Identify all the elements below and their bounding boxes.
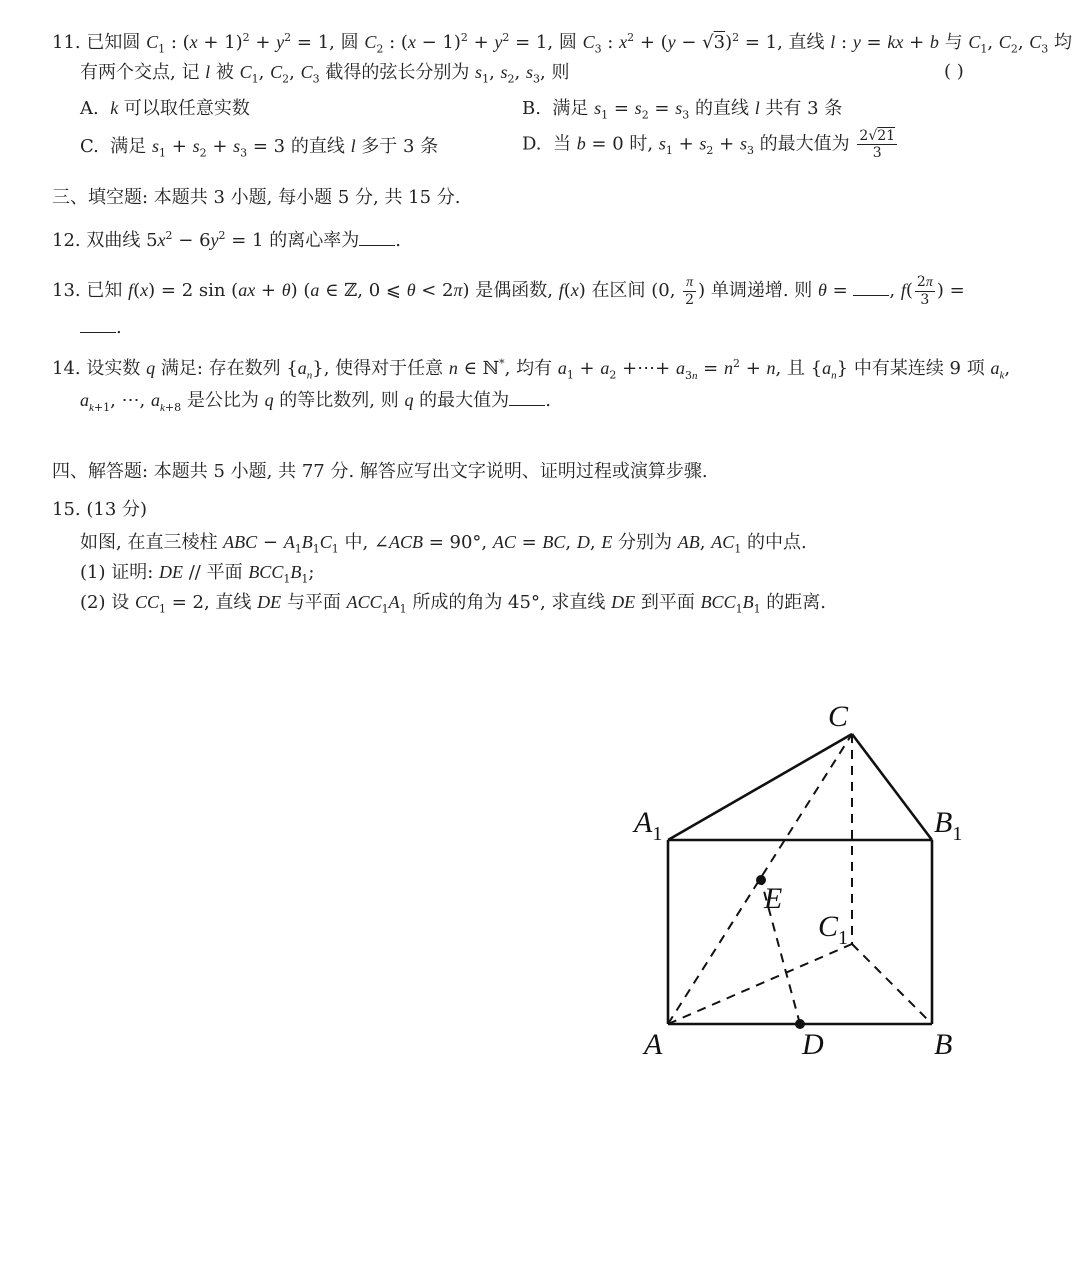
q13-line1: 13. 已知 f(x) = 2 sin (ax + θ) (a ∈ ℤ, 0 ⩽ θ < 2π) 是偶函数, f(x) 在区间 (0, $\frac{\pi}{2}$ ) 单调递增. 则 θ = , f( $\frac{2\pi}{3}$ ) =: [52, 274, 965, 308]
pi-over-2: $\frac{\pi}{2}$: [685, 275, 695, 308]
option-label-a: A.: [80, 98, 99, 119]
q15-header: [52, 498, 147, 522]
label-C1: [818, 910, 848, 949]
vertex-labels: [632, 700, 962, 1061]
label-A1: [632, 806, 662, 845]
edge-A-C1: [668, 944, 852, 1024]
edge-C1-B: [852, 944, 932, 1024]
section3-heading: 三、填空题: 本题共 3 小题, 每小题 5 分, 共 15 分.: [52, 187, 461, 208]
q11-option-a: A. k 可以取任意实数: [80, 98, 250, 119]
label-B1-letter: B: [934, 806, 953, 839]
q11-option-d: D. 当 b = 0 时, $s_1 + s_2 + s_3$ 的最大值为 $\frac{2√21}{3}$: [522, 128, 896, 161]
prism-figure: [600, 690, 1000, 1080]
q13-line2: .: [80, 316, 122, 340]
q11-number: 11.: [52, 32, 81, 53]
q14-number: 14.: [52, 358, 81, 379]
q11-option-b: B. 满足 $s_1 = s_2 = s_3$ 的直线 l 共有 3 条: [522, 98, 843, 122]
label-B: B: [934, 1028, 953, 1061]
label-A: A: [644, 1028, 663, 1061]
q12-text: 12. 双曲线 $5x^2 - 6y^2 = 1$ 的离心率为 .: [52, 229, 401, 251]
label-A1-sub: 1: [652, 823, 663, 845]
max-value-fraction: $\frac{2√21}{3}$: [859, 128, 896, 161]
section4-heading: 四、解答题: 本题共 5 小题, 共 77 分. 解答应写出文字说明、证明过程或演算步骤.: [52, 461, 708, 482]
label-B1: [934, 806, 962, 845]
q13-number: 13.: [52, 280, 81, 301]
q11-option-c: C. 满足 $s_1 + s_2 + s_3 = 3$ 的直线 l 多于 3 条: [80, 136, 439, 160]
label-C: C: [828, 700, 849, 733]
q15-part2: (2) 设 $CC_1 = 2$, 直线 DE 与平面 $ACC_1A_1$ 所成的角为 45°, 求直线 DE 到平面 $BCC_1B_1$ 的距离.: [80, 592, 827, 616]
dashed-edges: [668, 734, 932, 1024]
q15-part1: (1) 证明: DE // 平面 $BCC_1B_1$;: [80, 562, 315, 586]
q14-line2: $a_{k+1}$, ⋯, $a_{k+8}$ 是公比为 q 的等比数列, 则 q 的最大值为 .: [80, 390, 551, 414]
label-C1-sub: 1: [838, 927, 849, 949]
q15-stem: 如图, 在直三棱柱 ABC − $A_1B_1C_1$ 中, ∠ACB = 90°, AC = BC, D, E 分别为 AB, $AC_1$ 的中点.: [80, 532, 807, 556]
q15-number: 15.: [52, 499, 81, 520]
q11-line1: 11. 已知圆 $C_1$ : $(x + 1)^2 + y^2 = 1$, 圆 $C_2$ : $(x - 1)^2 + y^2 = 1$, 圆 $C_3$ : $x^2 + (y - √3)^2 = 1$, 直线 l : y = kx + b 与 $C_1$, $C_2$, $C_3$ 均: [52, 31, 1073, 56]
q13-blank-f: [80, 318, 116, 333]
option-label-b: B.: [522, 98, 541, 119]
q15-score: (13 分): [86, 499, 148, 520]
q11-answer-parens: ( ): [944, 61, 964, 82]
label-E: E: [764, 882, 783, 915]
q11-line2: 有两个交点, 记 l 被 $C_1$, $C_2$, $C_3$ 截得的弦长分别为 $s_1$, $s_2$, $s_3$, 则: [80, 62, 570, 86]
edge-A1-C: [668, 734, 852, 840]
label-B1-sub: 1: [952, 823, 963, 845]
label-A1-letter: A: [634, 806, 653, 839]
solid-edges: [668, 734, 932, 1024]
q13-blank-theta: [853, 281, 889, 296]
option-label-c: C.: [80, 136, 99, 157]
edge-C-B1: [852, 734, 932, 840]
label-D: D: [802, 1028, 824, 1061]
option-label-d: D.: [522, 133, 542, 155]
q12-blank: [359, 231, 395, 246]
q12-number: 12.: [52, 230, 81, 251]
label-C1-letter: C: [818, 910, 839, 943]
two-pi-over-3: $\frac{2\pi}{3}$: [916, 274, 933, 308]
q14-blank: [509, 391, 545, 406]
q14-line1: 14. 设实数 q 满足: 存在数列 $\{a_n\}$, 使得对于任意 n ∈ ℕ*, 均有 $a_1 + a_2$ +⋯+ $a_{3n} = n^2 + n$, 且 $\{a_n\}$ 中有某连续 9 项 $a_k$,: [52, 357, 1011, 382]
